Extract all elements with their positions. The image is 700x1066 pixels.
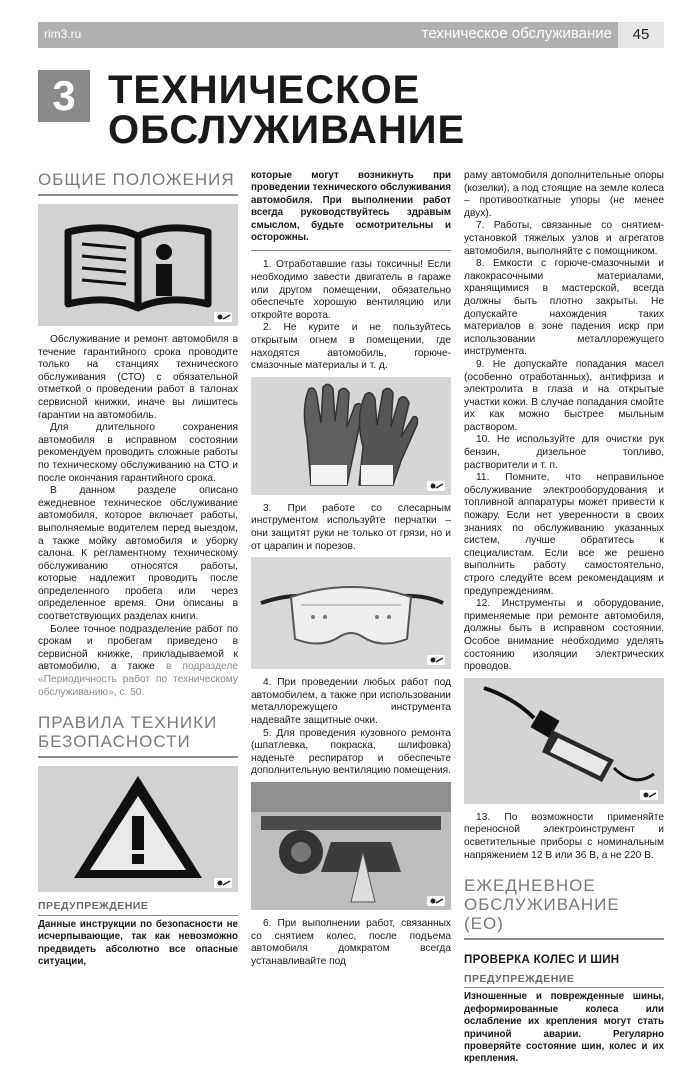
safety-item-10: 10. Не используйте для очистки рук бензин, дизельное топливо, растворители и т. п. <box>464 434 664 471</box>
safety-item-12: 12. Инструменты и оборудование, применяемые при ремонте автомобиля, должны быть в исправном состоянии. Особое внимание необходимо уделять состоянию изоляции электрических проводов. <box>464 598 664 673</box>
chapter-title <box>108 70 465 150</box>
para-daily-service: В данном разделе описано ежедневное техническое обслуживание автомобиля, которое включает работы, выполняемые водителем перед выездом, а также мойку автомобиля и уборку салона. К регламентному техническому обслуживанию относятся работы, которые надлежит проводить после определенного пробега или через определенное время. Они описаны в соответствующих разделах книги. <box>38 485 238 623</box>
safety-item-2: 2. Не курите и не пользуйтесь открытым огнем в помещении, где находятся автомобиль, горюче-смазочные материалы и т. д. <box>251 322 451 372</box>
photo-marker-icon <box>214 878 232 888</box>
warning-text-continued: которые могут возникнуть при проведении технического обслуживания автомобиля. При выполнении работ всегда руководствуйтесь здравым смыслом, будьте осмотрительны и осторожны. <box>251 170 451 251</box>
para-schedule-text: Более точное подразделение работ по срокам и пробегам приведено в сервисной книжке, прикладываемой к автомобилю, а также <box>38 623 238 673</box>
warning-label-wheels: ПРЕДУПРЕЖДЕНИЕ <box>464 973 664 989</box>
safety-item-5: 5. Для проведения кузовного ремонта (шпатлевка, покраска, шлифовка) наденьте респиратор и обеспечьте дополнительную вентиляцию помещения. <box>251 727 452 777</box>
safety-item-9: 9. Не допускайте попадания масел (особенно отработанных), антифриза и электролита в глаза и на открытые участки кожи. В случае попадания смойте их как можно быстрее мыльным раствором. <box>464 358 664 433</box>
heading-safety-line2: БЕЗОПАСНОСТИ <box>38 732 191 752</box>
chapter-number: 3 <box>38 70 90 122</box>
para-longterm: Для длительного сохранения автомобиля в исправном состоянии рекомендуем проводить сложные работы по техническому обслуживанию на СТО и после окончания гарантийного срока. <box>38 422 238 484</box>
manual-info-image <box>38 204 238 326</box>
para-warranty: Обслуживание и ремонт автомобиля в течение гарантийного срока проводите только на станциях технического обслуживания (СТО) с обязательной отметкой о проведении работ в талонах сервисной книжки, иначе вы лишитесь гарантии на автомобиль. <box>38 334 238 421</box>
heading-daily-line1: ЕЖЕДНЕВНОЕ <box>464 876 596 896</box>
warning-text-wheels: Изношенные и поврежденные шины, деформированные колеса или ослабление их крепления могут стать причиной аварии. Регулярно проверяйте состояние шин, колес и их крепления. <box>464 991 664 1065</box>
heading-daily-line2: ОБСЛУЖИВАНИЕ (ЕО) <box>464 895 620 934</box>
warning-text: Данные инструкции по безопасности не исчерпывающие, так как невозможно предвидеть абсолютно все опасные ситуации, <box>38 918 238 968</box>
safety-item-11: 11. Помните, что неправильное обслуживание электрооборудования и топливной аппаратуры может привести к пожару. Если нет уверенности в своих знаниях по обслуживанию указанных систем, лучше обратитесь к специалистам. Если все же решено выполнить работу самостоятельно, строго следуйте всем рекомендациям и предупреждениям. <box>464 472 664 597</box>
site-url: rim3.ru <box>44 27 82 41</box>
subheading-wheels: ПРОВЕРКА КОЛЕС И ШИН <box>464 954 620 967</box>
heading-general: ОБЩИЕ ПОЛОЖЕНИЯ <box>38 170 238 196</box>
photo-marker-icon <box>427 896 445 906</box>
safety-goggles-icon <box>251 557 451 669</box>
column-3 <box>464 170 664 1066</box>
section-title: техническое обслуживание <box>421 25 612 42</box>
photo-marker-icon <box>214 312 232 322</box>
photo-marker-icon <box>427 481 445 491</box>
safety-item-3: 3. При работе со слесарным инструментом используйте перчатки – они защитят руки не только от грязи, но и от царапин и порезов. <box>251 502 451 552</box>
warning-label: ПРЕДУПРЕЖДЕНИЕ <box>38 900 238 916</box>
goggles-image <box>251 557 451 669</box>
safety-item-8: 8. Емкости с горюче-смазочными и лакокрасочными материалами, хранящимися в мастерской, всегда должны быть плотно закрыты. Не допускайте нахождения таких материалов в зоне падения искр при использовании металлорежущего инструмента. <box>464 258 664 358</box>
running-header <box>38 22 664 48</box>
chapter-title-line1: ТЕХНИЧЕСКОЕ <box>108 68 421 112</box>
work-gloves-icon <box>251 377 451 495</box>
column-2 <box>251 170 451 968</box>
safety-item-6-continued: раму автомобиля дополнительные опоры (козелки), а под стоящие на земле колеса – противооткатные упоры (не менее двух). <box>464 170 664 219</box>
warning-sign-image <box>38 766 238 892</box>
safety-item-1: 1. Отработавшие газы токсичны! Если необходимо завести двигатель в гараже или другом помещении, обязательно обеспечьте хорошую вентиляцию или откройте ворота. <box>251 259 451 321</box>
gloves-image <box>251 377 451 495</box>
photo-marker-icon <box>427 655 445 665</box>
safety-item-7: 7. Работы, связанные со снятием-установкой тяжелых узлов и агрегатов автомобиля, выполняйте с помощником. <box>464 220 664 257</box>
heading-safety <box>38 713 238 758</box>
work-lamp-image <box>464 678 664 804</box>
photo-marker-icon <box>640 790 658 800</box>
safety-item-6: 6. При выполнении работ, связанных со снятием колес, после подъема автомобиля домкратом всегда устанавливайте под <box>251 917 451 967</box>
chapter-title-line2: ОБСЛУЖИВАНИЕ <box>108 108 466 152</box>
para-schedule <box>38 624 238 700</box>
car-underbody-icon <box>251 782 451 910</box>
safety-item-13: 13. По возможности применяйте переносной электроинструмент и осветительные приборы с номинальным напряжением 12 В или 36 В, а не 220 В. <box>464 811 664 861</box>
page-number: 45 <box>618 22 664 48</box>
inspection-lamp-icon <box>464 678 664 804</box>
open-book-info-icon <box>38 204 238 326</box>
warning-triangle-icon <box>38 766 238 892</box>
heading-daily-service <box>464 876 664 940</box>
column-1 <box>38 170 238 968</box>
car-on-stands-image <box>251 782 451 910</box>
heading-safety-line1: ПРАВИЛА ТЕХНИКИ <box>38 713 218 733</box>
schedule-crossref-link[interactable]: в подразделе «Периодичность работ по техническому обслуживанию», с. 50. <box>38 661 238 698</box>
safety-item-4: 4. При проведении любых работ под автомобилем, а также при использовании металлорежущего инструмента надевайте защитные очки. <box>251 677 451 726</box>
